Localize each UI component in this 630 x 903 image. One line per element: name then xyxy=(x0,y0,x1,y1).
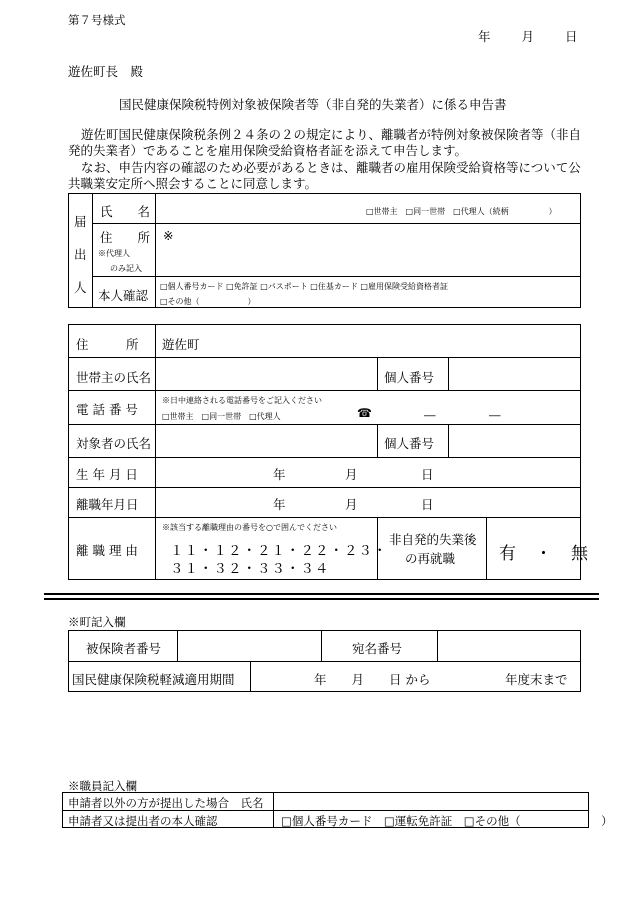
applicant-label-char-3: 人 xyxy=(74,280,87,295)
period-to: 年度末まで xyxy=(505,672,568,687)
birth-month-unit: 月 xyxy=(345,467,358,482)
reemploy-label-2: の再就職 xyxy=(405,551,456,566)
reason-codes-line-1[interactable]: １１・１２・２１・２２・２３・ xyxy=(170,543,388,559)
reemploy-label-1: 非自発的失業後 xyxy=(389,532,477,547)
reason-note: ※該当する離職理由の番号を○で囲んでください xyxy=(162,523,337,532)
intro-paragraph-1: 遊佐町国民健康保険税条例２４条の２の規定により、離職者が特例対象被保険者等（非自発的失業者）であることを雇用保険受給資格者証を添えて申告します。 xyxy=(68,127,582,158)
staff-row1-label: 申請者以外の方が提出した場合 氏名 xyxy=(68,796,264,810)
personal-number-2-label: 個人番号 xyxy=(384,436,435,451)
leave-year-unit: 年 xyxy=(273,497,286,512)
applicant-label-char-2: 出 xyxy=(74,247,87,262)
applicant-address-label: 住 所 xyxy=(100,230,151,245)
applicant-relation-options[interactable]: □世帯主 □同一世帯 □代理人（続柄 ） xyxy=(366,207,557,216)
personal-number-label: 個人番号 xyxy=(384,370,435,385)
personal-number-field[interactable] xyxy=(452,361,576,387)
staff-row1-field[interactable] xyxy=(277,794,583,808)
period-from: 年 月 日 から xyxy=(314,672,431,687)
target-name-label: 対象者の氏名 xyxy=(76,436,152,451)
target-name-field[interactable] xyxy=(160,428,372,454)
subject-address-value[interactable]: 遊佐町 xyxy=(162,337,200,352)
phone-options[interactable]: □世帯主 □同一世帯 □代理人 xyxy=(162,412,281,421)
phone-separator-1: ― xyxy=(424,408,436,422)
applicant-id-label: 本人確認 xyxy=(98,288,149,303)
staff-row2-options[interactable]: □個人番号カード □運転免許証 □その他（ ） xyxy=(281,814,613,828)
reason-label: 離 職 理 由 xyxy=(76,543,138,558)
form-number: 第７号様式 xyxy=(68,13,126,27)
birth-year-unit: 年 xyxy=(273,467,286,482)
applicant-id-options-2[interactable]: □その他（ ） xyxy=(160,297,256,306)
address-number-label: 宛名番号 xyxy=(352,641,403,656)
separator-line-top xyxy=(44,593,599,595)
staff-row2-label: 申請者又は提出者の本人確認 xyxy=(68,814,218,828)
applicant-label-char-1: 届 xyxy=(74,214,87,229)
phone-label: 電 話 番 号 xyxy=(76,402,138,417)
phone-note: ※日中連絡される電話番号をご記入ください xyxy=(162,396,322,405)
separator-line-bottom xyxy=(44,598,599,600)
staff-section-title: ※職員記入欄 xyxy=(68,779,137,793)
insured-number-label: 被保険者番号 xyxy=(86,641,162,656)
leave-day-unit: 日 xyxy=(421,497,434,512)
reason-codes-line-2[interactable]: ３１・３２・３３・３４ xyxy=(170,561,330,577)
leave-month-unit: 月 xyxy=(345,497,358,512)
birth-date-label: 生 年 月 日 xyxy=(76,467,138,482)
personal-number-2-field[interactable] xyxy=(452,428,576,454)
applicant-id-options-1[interactable]: □個人番号カード □免許証 □パスポート □住基カード □雇用保険受給資格者証 xyxy=(160,282,448,291)
applicant-address-note-2: のみ記入 xyxy=(110,264,142,273)
subject-address-label: 住 所 xyxy=(76,337,139,352)
page-title: 国民健康保険税特例対象被保険者等（非自発的失業者）に係る申告書 xyxy=(119,97,507,112)
birth-day-unit: 日 xyxy=(421,467,434,482)
applicant-name-field[interactable] xyxy=(160,197,360,219)
phone-separator-2: ― xyxy=(489,408,501,422)
leave-date-label: 離職年月日 xyxy=(76,497,139,512)
addressee: 遊佐町長 殿 xyxy=(68,64,144,79)
insured-number-field[interactable] xyxy=(181,634,317,658)
intro-paragraph-2: なお、申告内容の確認のため必要があるときは、離職者の雇用保険受給資格等について公共職業安定所へ照会することに同意します。 xyxy=(68,160,581,191)
telephone-icon: ☎ xyxy=(357,406,372,420)
reemploy-options[interactable]: 有 ・ 無 xyxy=(499,544,589,564)
date-line: 年 月 日 xyxy=(478,29,580,44)
head-name-field[interactable] xyxy=(160,361,372,387)
head-name-label: 世帯主の氏名 xyxy=(76,370,152,385)
period-label: 国民健康保険税軽減適用期間 xyxy=(72,672,235,687)
applicant-address-mark[interactable]: ※ xyxy=(163,228,174,243)
applicant-address-note-1: ※代理人 xyxy=(98,249,130,258)
applicant-name-label: 氏 名 xyxy=(100,204,151,219)
town-section-title: ※町記入欄 xyxy=(68,615,126,629)
address-number-field[interactable] xyxy=(441,634,577,658)
